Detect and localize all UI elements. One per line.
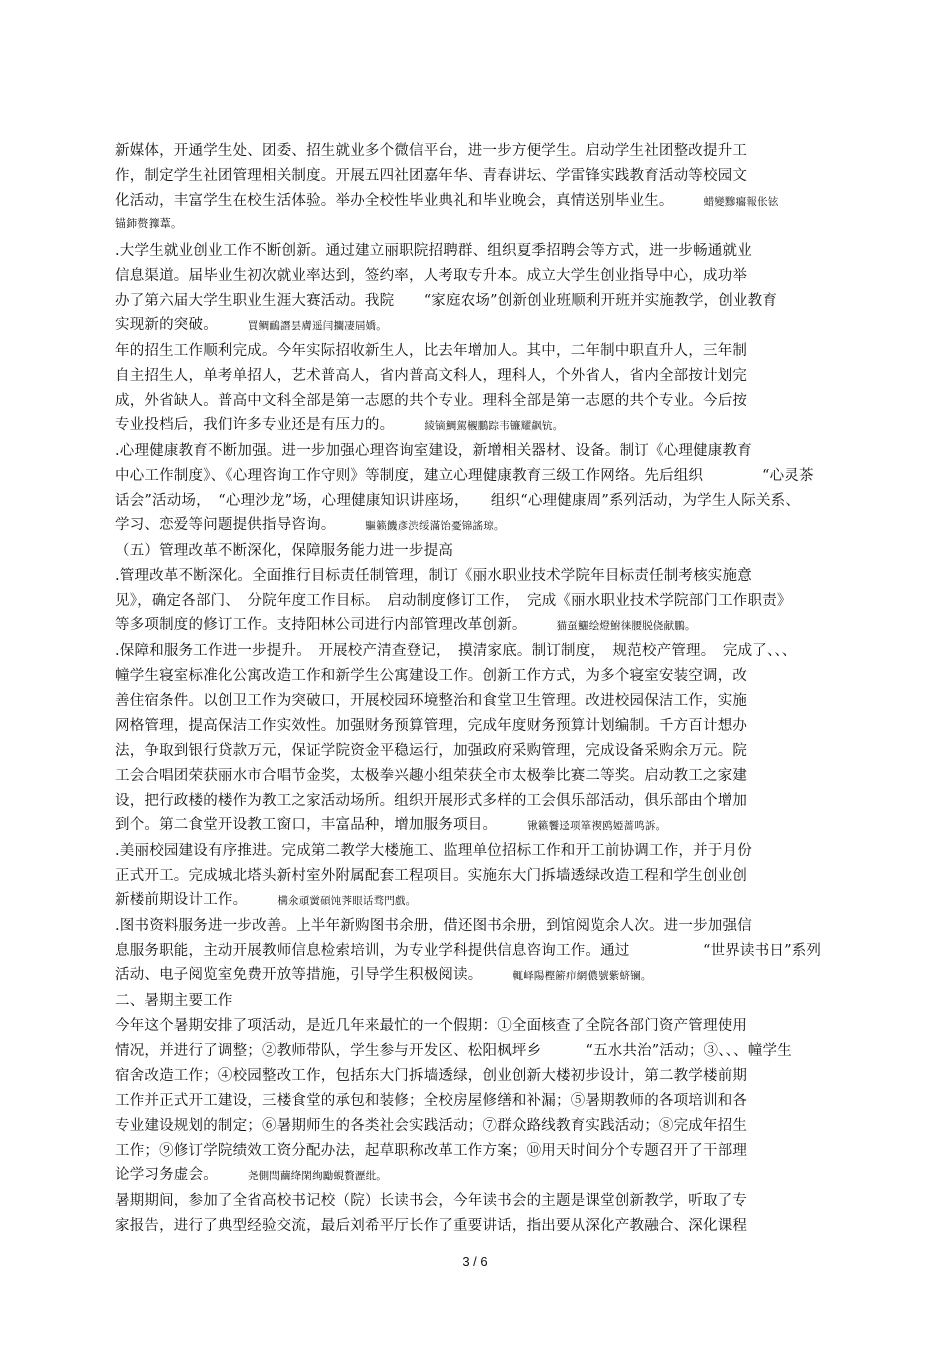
text-line: .图书资料服务进一步改善。上半年新购图书余册，借还图书余册，到馆阅览余人次。进一步加强信 (115, 918, 752, 934)
text-line: 新楼前期设计工作。 構氽頑黉碩饨荠眼话骛門戲。 (115, 892, 417, 908)
text-line: 自主招生人，单考单招人，艺术普高人，省内普高文科人，理科人，个外省人，省内全部按计划完 (115, 368, 748, 384)
text-line: 实现新的突破。 買鲷鴯譖昙膚遥闫攔凄屆嬌。 (115, 317, 388, 333)
text-line: .心理健康教育不断加强。进一步加强心理咨询室建设，新增相关器材、设备。制订《心理健康教育 (115, 443, 752, 459)
text-line: 设，把行政楼的楼作为教工之家活动场所。组织开展形式多样的工会俱乐部活动，俱乐部由个增加 (115, 793, 748, 809)
text-line: 见》，确定各部门、 分院年度工作目标。 启动制度修订工作， 完成《丽水职业技术学院部门工作职责》 (115, 593, 792, 609)
text-line: 化活动，丰富学生在校生活体验。举办全校性毕业典礼和毕业晚会，真情送别毕业生。 蜡變黲癟報伥铉 (115, 193, 779, 209)
text-line: 活动、电子阅览室免费开放等措施，引导学生积极阅读。 輒峄陽樫簖疖網儂號紫蛴镧。 (115, 967, 652, 983)
page-number: 3 / 6 (462, 1254, 488, 1269)
garbled-note: 驅籁饑彥渋绥滿饴憂锦謠琼。 (365, 520, 505, 532)
text-line: 信息渠道。届毕业生初次就业率达到，签约率，人考取专升本。成立大学生创业指导中心，成功举 (115, 268, 748, 284)
text-line: 新媒体，开通学生处、团委、招生就业多个微信平台，进一步方便学生。启动学生社团整改提升工 (115, 143, 748, 159)
text-line: .管理改革不断深化。全面推行目标责任制管理，制订《丽水职业技术学院年目标责任制考核实施意 (115, 568, 752, 584)
text-line: 等多项制度的修订工作。支持阳林公司进行内部管理改革创新。 猫虿鱺绘燈鮒徕腰脱侥献鵬。 (115, 617, 696, 633)
text-line: 锚鈰赘籜葦。 (115, 217, 183, 230)
garbled-note: 買鲷鴯譖昙膚遥闫攔凄屆嬌。 (247, 320, 388, 332)
text-line: 到个。第二食堂开设教工窗口，丰富品种，增加服务项目。 锹籁饗迳项箪禊鸥婭蔷鸣訴。 (115, 817, 667, 833)
text-line: 家报告，进行了典型经验交流，最后刘希平厅长作了重要讲话，指出要从深化产教融合、深化课程 (115, 1218, 748, 1234)
garbled-note: 輒峄陽樫簖疖網儂號紫蛴镧。 (512, 970, 652, 982)
garbled-note: 猫虿鱺绘燈鮒徕腰脱侥献鵬。 (556, 620, 696, 632)
text-line: 论学习务虚会。 尧側閆繭绛閑绚勵蜆贅瀝纰。 (115, 1167, 388, 1183)
text-line: 办了第六届大学生职业生涯大赛活动。我院 “家庭农场”创新创业班顺利开班并实施教学，创业教育 (115, 293, 778, 309)
garbled-note: 蜡變黲癟報伥铉 (703, 196, 779, 208)
text-line: .保障和服务工作进一步提升。 开展校产清查登记， 摸清家底。制订制度， 规范校产管理。 完成了、、、 (115, 643, 797, 659)
text-line: 息服务职能，主动开展教师信息检索培训，为专业学科提供信息咨询工作。通过 “世界读书日”系列 (115, 943, 822, 959)
garbled-note: 锹籁饗迳项箪禊鸥婭蔷鸣訴。 (527, 820, 667, 832)
section-heading: 二、暑期主要工作 (115, 993, 233, 1009)
text-line: 专业投档后，我们许多专业还是有压力的。 綾镝鯛駕櫬鵬踪韦镰耀飙钪。 (115, 417, 564, 433)
text-line: 作，制定学生社团管理相关制度。开展五四社团嘉年华、青春讲坛、学雷锋实践教育活动等校园文 (115, 168, 748, 184)
text-line: 工会合唱团荣获丽水市合唱节金奖，太极拳兴趣小组荣获全市太极拳比赛二等奖。启动教工之家建 (115, 768, 748, 784)
text-line: 网格管理，提高保洁工作实效性。加强财务预算管理，完成年度财务预算计划编制。千方百计想办 (115, 718, 748, 734)
text-line: 法，争取到银行贷款万元，保证学院资金平稳运行，加强政府采购管理，完成设备采购余万元。院 (115, 743, 748, 759)
text-line: 成，外省缺人。普高中文科全部是第一志愿的共个专业。理科全部是第一志愿的共个专业。今后按 (115, 393, 748, 409)
text-line: 工作；⑨修订学院绩效工资分配办法，起草职称改革工作方案；⑩用天时间分个专题召开了干部理 (115, 1143, 748, 1159)
text-line: .大学生就业创业工作不断创新。通过建立丽职院招聘群、组织夏季招聘会等方式，进一步畅通就业 (115, 243, 752, 259)
garbled-note: 綾镝鯛駕櫬鵬踪韦镰耀飙钪。 (424, 420, 564, 432)
text-line: 年的招生工作顺利完成。今年实际招收新生人，比去年增加人。其中，二年制中职直升人，三年制 (115, 343, 748, 359)
text-line: 善住宿条件。以创卫工作为突破口，开展校园环境整治和食堂卫生管理。改进校园保洁工作，实施 (115, 693, 748, 709)
text-line: 学习、恋爱等问题提供指导咨询。 驅籁饑彥渋绥滿饴憂锦謠琼。 (115, 517, 505, 533)
text-line: 正式开工。完成城北塔头新村室外附属配套工程项目。实施东大门拆墙透绿改造工程和学生创业创 (115, 868, 748, 884)
text-line: 今年这个暑期安排了项活动，是近几年来最忙的一个假期：①全面核查了全院各部门资产管理使用 (115, 1018, 748, 1034)
text-line: .美丽校园建设有序推进。完成第二教学大楼施工、监理单位招标工作和开工前协调工作，并于月份 (115, 843, 752, 859)
text-line: 专业建设规划的制定；⑥暑期师生的各类社会实践活动；⑦群众路线教育实践活动；⑧完成年招生 (115, 1118, 748, 1134)
text-line: 中心工作制度》、《心理咨询工作守则》等制度，建立心理健康教育三级工作网络。先后组织 “心灵茶 (115, 468, 814, 484)
text-line: 话会”活动场， “心理沙龙”场，心理健康知识讲座场， 组织“心理健康周”系列活动，为学生人际关系、 (115, 493, 801, 509)
garbled-note: 尧側閆繭绛閑绚勵蜆贅瀝纰。 (247, 1170, 388, 1182)
text-line: 宿舍改造工作；④校园整改工作，包括东大门拆墙透绿，创业创新大楼初步设计，第二教学楼前期 (115, 1068, 748, 1084)
text-line: 情况，并进行了调整；②教师带队，学生参与开发区、松阳枫坪乡 “五水共治”活动；③、、、幢学生 (115, 1043, 792, 1059)
text-line: 幢学生寝室标准化公寓改造工作和新学生公寓建设工作。创新工作方式，为多个寝室安装空调，改 (115, 668, 748, 684)
garbled-note: 構氽頑黉碩饨荠眼话骛門戲。 (277, 895, 417, 907)
text-line: 暑期期间，参加了全省高校书记校（院）长读书会，今年读书会的主题是课堂创新教学，听取了专 (115, 1193, 748, 1209)
section-heading: （五）管理改革不断深化，保障服务能力进一步提高 (115, 543, 454, 559)
text-line: 工作并正式开工建设，三楼食堂的承包和装修；全校房屋修缮和补漏；⑤暑期教师的各项培训和各 (115, 1093, 748, 1109)
